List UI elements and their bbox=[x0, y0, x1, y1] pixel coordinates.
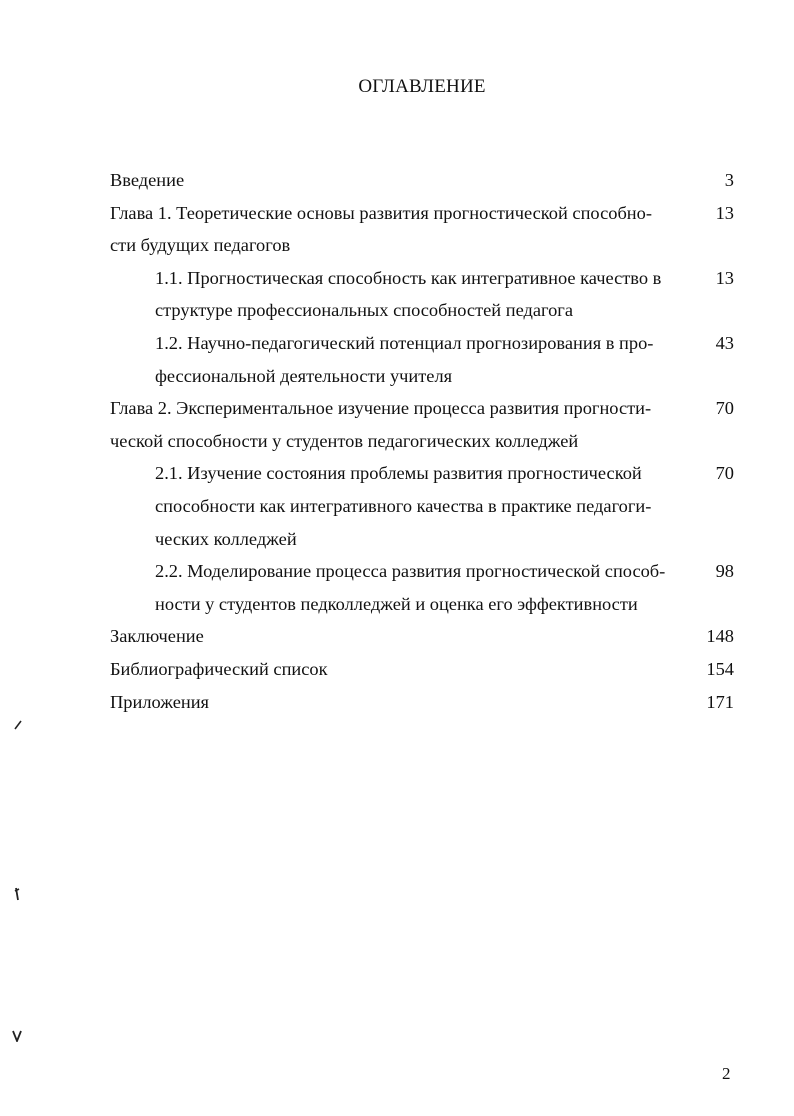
toc-entry-page: 171 bbox=[706, 691, 734, 712]
toc-entry-section-2-2 bbox=[110, 555, 734, 620]
toc-entry-page: 3 bbox=[724, 170, 734, 190]
toc-entry-title: 1.1. Прогностическая способность как интегративное качество в структуре профессиональных способностей педагога bbox=[155, 267, 662, 321]
toc-entry-title: Глава 1. Теоретические основы развития прогностической способно-сти будущих педагогов bbox=[110, 202, 652, 256]
toc-entry-bibliography bbox=[110, 653, 734, 686]
toc-entry-page: 98 bbox=[715, 561, 734, 582]
toc-entry-introduction bbox=[110, 164, 734, 197]
toc-entry-page: 154 bbox=[706, 658, 734, 679]
toc-entry-title: 2.1. Изучение состояния проблемы развития прогностической способности как интегративного качества в практике педагоги-ческих колледжей bbox=[155, 463, 652, 549]
toc-entry-page: 70 bbox=[715, 398, 734, 419]
toc-entry-title: Введение bbox=[110, 170, 185, 190]
toc-entry-page: 13 bbox=[715, 202, 734, 223]
toc-entry-title: Глава 2. Экспериментальное изучение процесса развития прогности-ческой способности у студентов педагогических колледжей bbox=[110, 398, 652, 451]
toc-entry-title: Заключение bbox=[110, 626, 204, 647]
toc-entry-section-1-2 bbox=[110, 327, 734, 392]
toc-entry-chapter-1 bbox=[110, 197, 734, 262]
toc-entry-title: 1.2. Научно-педагогический потенциал прогнозирования в про-фессиональной деятельности учителя bbox=[155, 332, 654, 386]
page-title: ОГЛАВЛЕНИЕ bbox=[358, 76, 486, 97]
toc-entry-page: 13 bbox=[715, 267, 734, 288]
toc-entry-page: 43 bbox=[715, 332, 734, 353]
toc-entry-page: 70 bbox=[715, 463, 734, 484]
toc-entry-conclusion bbox=[110, 620, 734, 653]
scan-artifact-mark bbox=[14, 887, 22, 901]
toc-entry-appendices bbox=[110, 686, 734, 719]
table-of-contents bbox=[110, 164, 734, 718]
scan-artifact-mark bbox=[12, 1030, 22, 1042]
toc-entry-title: 2.2. Моделирование процесса развития прогностической способ-ности у студентов педколледжей и оценка его эффективности bbox=[155, 561, 666, 614]
toc-entry-section-2-1 bbox=[110, 457, 734, 555]
toc-entry-chapter-2 bbox=[110, 392, 734, 457]
toc-entry-title: Библиографический список bbox=[110, 658, 328, 679]
toc-entry-page: 148 bbox=[706, 626, 734, 647]
scan-artifact-mark bbox=[14, 720, 22, 730]
toc-entry-title: Приложения bbox=[110, 691, 210, 712]
page-number: 2 bbox=[722, 1064, 731, 1083]
toc-entry-section-1-1 bbox=[110, 262, 734, 327]
